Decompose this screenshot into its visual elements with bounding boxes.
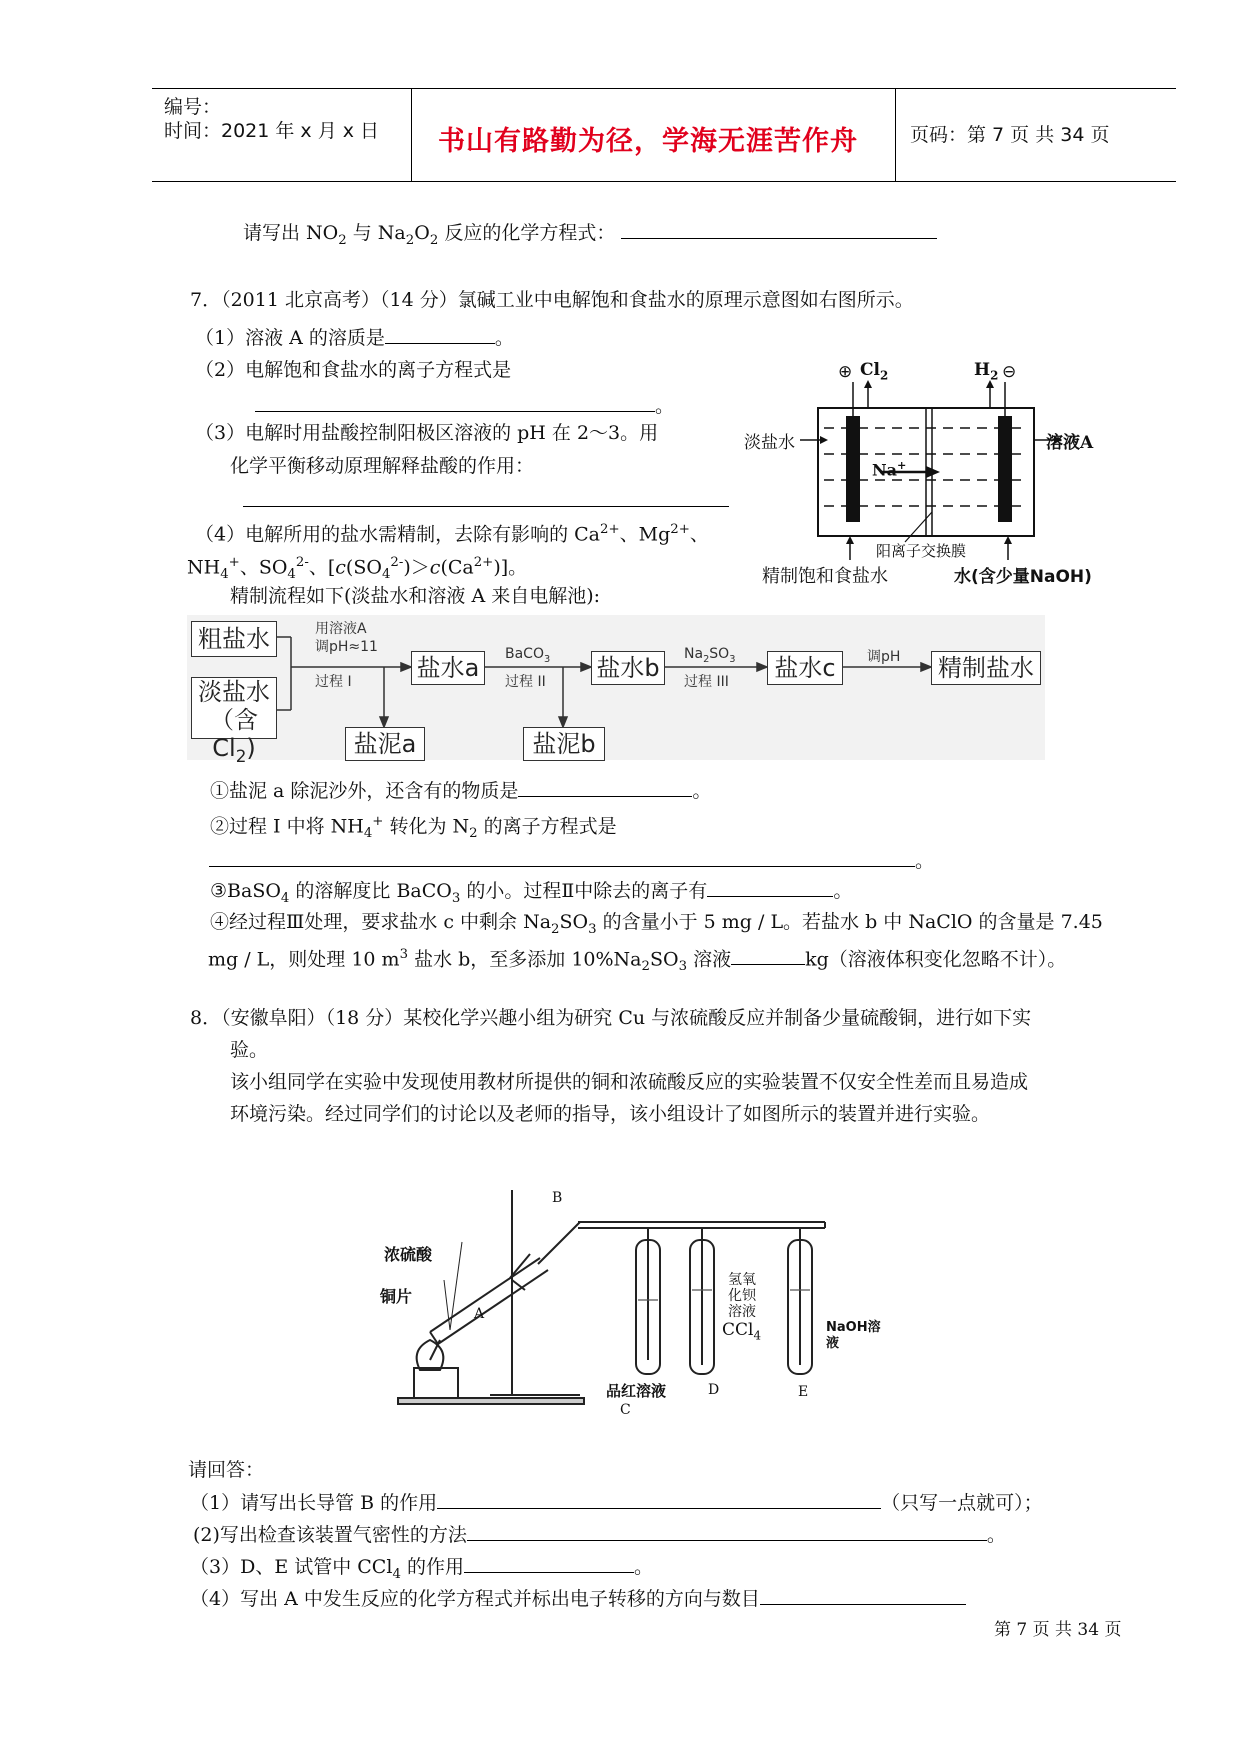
q8-answer2: (2)写出检查该装置气密性的方法 。	[193, 1524, 1006, 1546]
step1-label: 过程 I	[315, 674, 352, 690]
solution-a-out: 溶液A	[1046, 433, 1094, 453]
mud-a-box: 盐泥a	[345, 727, 425, 761]
time-label: 时间：2021 年 x 月 x 日	[164, 120, 380, 142]
cathode-symbol: ⊖	[1002, 362, 1017, 382]
copper-label: 铜片	[380, 1287, 413, 1306]
pinhong-label: 品红溶液	[606, 1382, 667, 1400]
apparatus-diagram	[380, 1180, 900, 1420]
brine-c-box: 盐水c	[767, 651, 843, 685]
inflow-label: 精制饱和食盐水	[762, 566, 888, 587]
q7-sub4a: ④经过程Ⅲ处理，要求盐水 c 中剩余 $Na_2SO_3$ 的含量小于 5 mg / L。若盐水 b 中 NaClO 的含量是 7.45	[210, 911, 1103, 937]
brine-b-box: 盐水b	[591, 651, 665, 685]
q8-line4: 环境污染。经过同学们的讨论以及老师的指导，该小组设计了如图所示的装置并进行实验。	[230, 1103, 991, 1125]
q7-sub4b: mg / L，则处理 10 $m^3$ 盐水 b，至多添加 $10\%Na_2SO_3$ 溶液 kg（溶液体积变化忽略不计）。	[208, 947, 1067, 975]
motto: 书山有路勤为径，学海无涯苦作舟	[438, 126, 858, 157]
q8-line2: 验。	[230, 1039, 269, 1061]
dilute-brine-in: 淡盐水	[744, 433, 795, 453]
label-b: B	[552, 1190, 563, 1206]
brine-a-box: 盐水a	[411, 651, 485, 685]
ccl4-label: CCl$_4$	[722, 1320, 762, 1343]
h2-label: $H_2$	[974, 360, 999, 383]
step2-label: 过程 II	[505, 674, 546, 690]
page-header	[152, 88, 1176, 182]
q8-line3: 该小组同学在实验中发现使用教材所提供的铜和浓硫酸反应的实验装置不仅安全性差而且易造成	[230, 1071, 1029, 1093]
step3-reagent: $Na_2SO_3$	[684, 646, 736, 665]
water-label: 水(含少量NaOH)	[954, 567, 1092, 587]
q7-part4b: $NH_4^+$、$SO_4^{2-}$、$[c(SO_4^{2-})>c(Ca^{2+})]$。	[187, 555, 528, 583]
electrolysis-diagram	[740, 362, 1120, 590]
q7-sub2-blank: 。	[209, 848, 934, 873]
q8-line1: 8．（安徽阜阳）（18 分）某校化学兴趣小组为研究 Cu 与浓硫酸反应并制备少量硫酸铜，进行如下实	[190, 1007, 1032, 1029]
q7-sub3: ③BaSO$_4$ 的溶解度比 BaCO$_3$ 的小。过程Ⅱ中除去的离子有 。	[210, 880, 853, 906]
baoh2-label: 氢氧化钡溶液	[728, 1272, 756, 1320]
q7-part3-blank	[243, 506, 729, 507]
step1-reagent: 用溶液A	[315, 621, 367, 637]
q7-title: 7．（2011 北京高考）（14 分）氯碱工业中电解饱和食盐水的原理示意图如右图所示。	[190, 289, 914, 311]
purification-flowchart	[187, 615, 1045, 766]
q7-part4a: （4）电解所用的盐水需精制，去除有影响的 $Ca^{2+}$、$Mg^{2+}$、	[195, 522, 709, 546]
cl2-label: $Cl_2$	[860, 360, 889, 383]
number-label: 编号：	[164, 96, 222, 118]
membrane-label: 阳离子交换膜	[876, 542, 967, 560]
step2-reagent: BaCO$_3$	[505, 646, 551, 665]
q7-part4c: 精制流程如下(淡盐水和溶液 A 来自电解池):	[230, 585, 601, 607]
step3-label: 过程 III	[684, 674, 729, 690]
q7-part1: （1）溶液 A 的溶质是 。	[195, 327, 514, 349]
label-c: C	[620, 1402, 631, 1418]
mud-b-box: 盐泥b	[523, 727, 605, 761]
page-label: 页码：第 7 页 共 34 页	[910, 124, 1110, 146]
label-e: E	[798, 1384, 809, 1400]
q7-sub1: ①盐泥 a 除泥沙外，还含有的物质是 。	[210, 780, 712, 802]
anode-symbol: ⊕	[838, 362, 853, 382]
answer-prompt: 请回答：	[188, 1459, 265, 1481]
crude-brine-box: 粗盐水	[191, 621, 277, 657]
q7-part3b: 化学平衡移动原理解释盐酸的作用：	[230, 455, 535, 477]
q8-answer3: （3）D、E 试管中 CCl$_4$ 的作用 。	[190, 1556, 653, 1582]
refined-brine-box: 精制盐水	[931, 651, 1041, 685]
label-a: A	[474, 1306, 485, 1322]
na-ion: Na+	[872, 458, 907, 480]
dilute-brine-box: 淡盐水 （含$Cl_2$)	[191, 677, 277, 739]
page-footer: 第 7 页 共 34 页	[994, 1620, 1122, 1640]
q7-sub2: ②过程 I 中将 $NH_4^+$ 转化为 $N_2$ 的离子方程式是	[210, 814, 617, 842]
q8-answer4: （4）写出 A 中发生反应的化学方程式并标出电子转移的方向与数目	[190, 1586, 966, 1611]
q8-answer1: （1）请写出长导管 B 的作用 （只写一点就可）；	[190, 1492, 1043, 1514]
q7-part2-blank: 。	[255, 393, 674, 418]
step4-label: 调pH	[867, 649, 901, 665]
intro-question: 请写出 $NO_2$ 与 $Na_2O_2$ 反应的化学方程式：	[243, 220, 937, 253]
step1-ph: 调pH≈11	[315, 639, 378, 655]
label-d: D	[708, 1382, 720, 1398]
q7-part2: （2）电解饱和食盐水的离子方程式是	[195, 359, 512, 381]
conc-acid-label: 浓硫酸	[384, 1245, 433, 1264]
q7-part3a: （3）电解时用盐酸控制阳极区溶液的 pH 在 2～3。用	[195, 422, 659, 444]
naoh-label: NaOH溶液	[826, 1320, 881, 1351]
